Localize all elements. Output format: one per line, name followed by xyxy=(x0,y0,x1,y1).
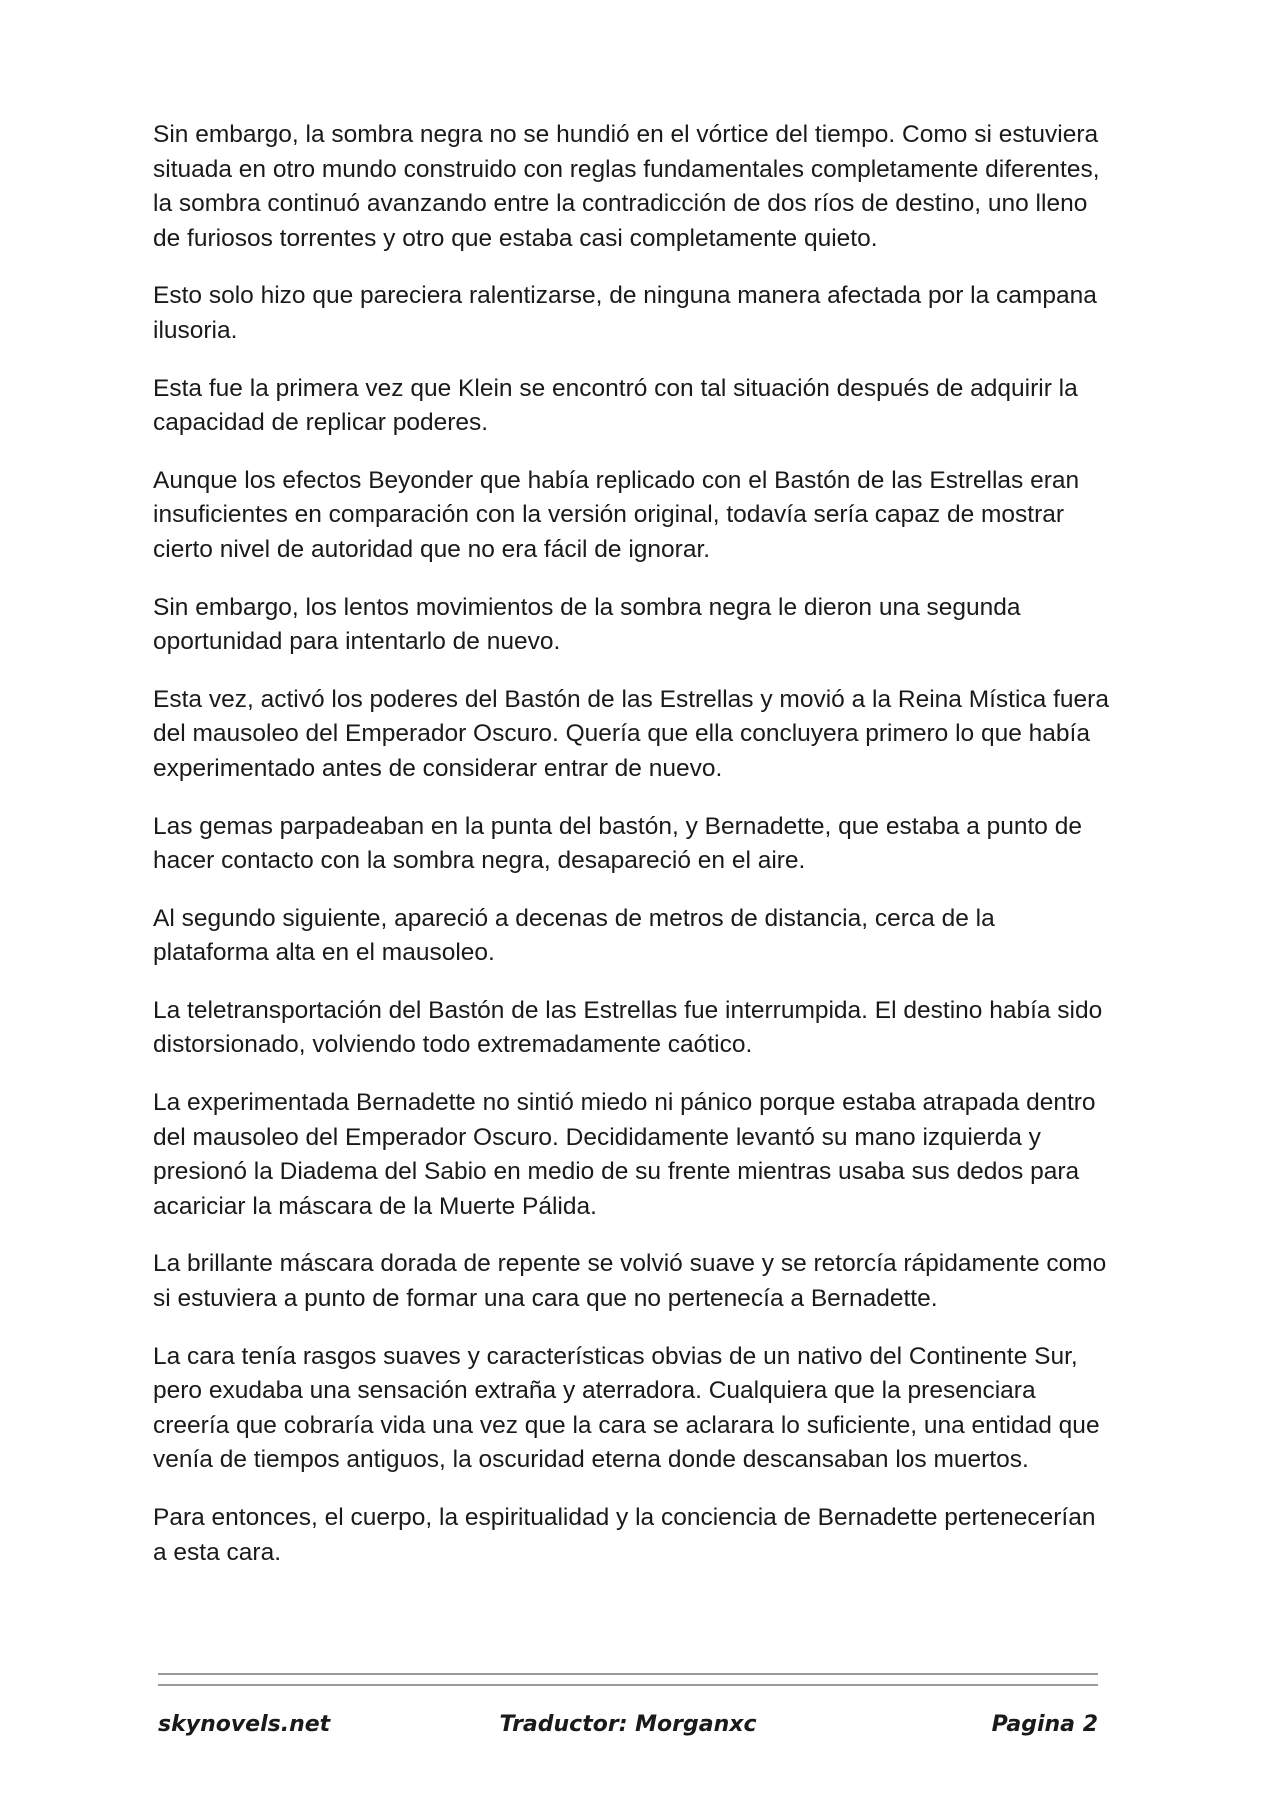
paragraph: La cara tenía rasgos suaves y características obvias de un nativo del Continente Sur, pero exudaba una sensación extraña y aterradora. Cualquiera que la presenciara creería que cobraría vida una vez que la cara se aclarara lo suficiente, una entidad que venía de tiempos antiguos, la oscuridad eterna donde descansaban los muertos. xyxy=(153,1342,1100,1474)
page-footer xyxy=(158,1712,1098,1748)
footer-divider-top xyxy=(158,1673,1098,1675)
paragraph: Sin embargo, los lentos movimientos de la sombra negra le dieron una segunda oportunidad para intentarlo de nuevo. xyxy=(153,593,1021,656)
footer-translator: Traductor: Morganxc xyxy=(499,1712,757,1737)
paragraph: Esta fue la primera vez que Klein se encontró con tal situación después de adquirir la capacidad de replicar poderes. xyxy=(153,374,1078,437)
paragraph: Al segundo siguiente, apareció a decenas de metros de distancia, cerca de la plataforma alta en el mausoleo. xyxy=(153,904,995,967)
footer-divider-bottom xyxy=(158,1684,1098,1686)
paragraph: Las gemas parpadeaban en la punta del bastón, y Bernadette, que estaba a punto de hacer contacto con la sombra negra, desapareció en el aire. xyxy=(153,812,1082,875)
paragraph: La teletransportación del Bastón de las Estrellas fue interrumpida. El destino había sido distorsionado, volviendo todo extremadamente caótico. xyxy=(153,996,1103,1059)
paragraph: Esta vez, activó los poderes del Bastón de las Estrellas y movió a la Reina Mística fuera del mausoleo del Emperador Oscuro. Quería que ella concluyera primero lo que había experimentado antes de considerar entrar de nuevo. xyxy=(153,685,1109,782)
footer-page-number: Pagina 2 xyxy=(991,1712,1098,1737)
paragraph: Sin embargo, la sombra negra no se hundió en el vórtice del tiempo. Como si estuviera situada en otro mundo construido con reglas fundamentales completamente diferentes, la sombra continuó avanzando entre la contradicción de dos ríos de destino, uno lleno de furiosos torrentes y otro que estaba casi completamente quieto. xyxy=(153,121,1100,252)
paragraph: La brillante máscara dorada de repente se volvió suave y se retorcía rápidamente como si estuviera a punto de formar una cara que no pertenecía a Bernadette. xyxy=(153,1250,1107,1313)
body-text xyxy=(153,118,1113,1593)
paragraph: La experimentada Bernadette no sintió miedo ni pánico porque estaba atrapada dentro del mausoleo del Emperador Oscuro. Decididamente levantó su mano izquierda y presionó la Diadema del Sabio en medio de su frente mientras usaba sus dedos para acariciar la máscara de la Muerte Pálida. xyxy=(153,1089,1096,1220)
paragraph: Para entonces, el cuerpo, la espiritualidad y la conciencia de Bernadette pertenecerían a esta cara. xyxy=(153,1504,1096,1566)
paragraph: Aunque los efectos Beyonder que había replicado con el Bastón de las Estrellas eran insuficientes en comparación con la versión original, todavía sería capaz de mostrar cierto nivel de autoridad que no era fácil de ignorar. xyxy=(153,466,1080,563)
footer-site: skynovels.net xyxy=(158,1712,331,1737)
paragraph: Esto solo hizo que pareciera ralentizarse, de ninguna manera afectada por la campana ilusoria. xyxy=(153,282,1097,344)
